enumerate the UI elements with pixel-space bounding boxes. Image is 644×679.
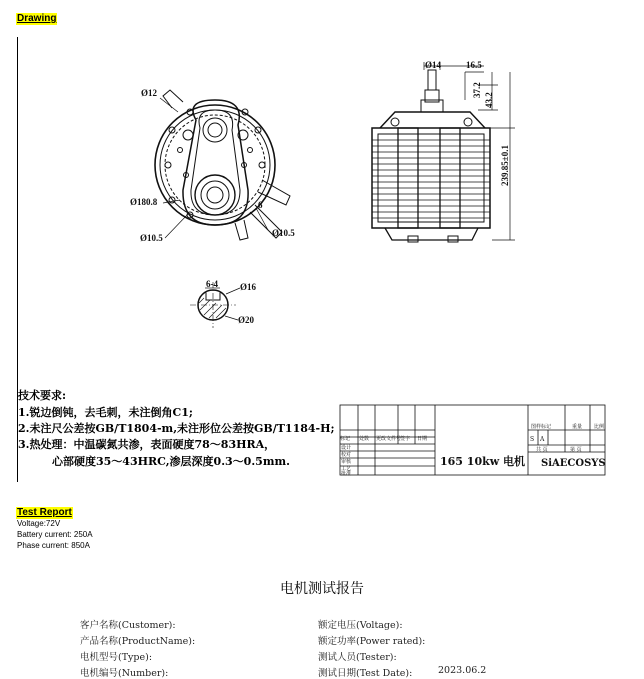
requirement-line-4: 心部硬度35～43HRC,渗层深度0.3～0.5mm. bbox=[52, 455, 290, 468]
tb-row-review: 审核 bbox=[341, 459, 352, 465]
tb-header-date: 日期 bbox=[417, 436, 428, 442]
tb-right-mark: 图样标记 bbox=[531, 424, 552, 430]
tb-header-sign: 签字 bbox=[400, 436, 411, 442]
tb-sheet-current: 第 页 bbox=[570, 447, 582, 453]
product-name-field: 产品名称(ProductName): bbox=[80, 636, 196, 647]
tb-right-weight: 重量 bbox=[572, 424, 583, 430]
motor-side-view bbox=[372, 62, 515, 242]
dim-w16-5: 16.5 bbox=[466, 60, 482, 70]
dim-d16: Ø16 bbox=[240, 282, 257, 292]
requirement-line-2: 2.未注尺公差按GB/T1804-m,未注形位公差按GB/T1184-H; bbox=[18, 422, 335, 435]
tb-row-approve: 批准 bbox=[341, 471, 352, 477]
dim-d10-5-right: Ø10.5 bbox=[272, 228, 295, 238]
tb-right-scale: 比例 bbox=[594, 424, 605, 430]
tester-field: 测试人员(Tester): bbox=[318, 652, 397, 663]
dim-d10-5-left: Ø10.5 bbox=[140, 233, 163, 243]
requirements-heading: 技术要求: bbox=[18, 389, 67, 402]
number-field: 电机编号(Number): bbox=[80, 668, 169, 679]
test-date-field: 测试日期(Test Date): bbox=[318, 668, 413, 679]
tb-part-name: 165 10kw 电机 bbox=[440, 455, 526, 468]
test-date-value: 2023.06.2 bbox=[438, 665, 487, 676]
voltage-text: Voltage:72V bbox=[17, 519, 61, 528]
dim-h37-2: 37.2 bbox=[472, 82, 482, 98]
report-title: 电机测试报告 bbox=[280, 581, 364, 597]
battery-current-text: Battery current: 250A bbox=[17, 530, 93, 539]
tb-sheets-total: 共 页 bbox=[536, 447, 548, 453]
tb-header-count: 处数 bbox=[359, 436, 370, 442]
requirement-line-1: 1.锐边倒钝，去毛刺，未注倒角C1; bbox=[18, 406, 193, 419]
dim-h43-2: 43.2 bbox=[484, 92, 494, 108]
tb-mark-a: A bbox=[540, 436, 545, 443]
tb-row-process: 工艺 bbox=[341, 466, 352, 472]
requirement-line-3: 3.热处理：中温碳氮共渗，表面硬度78～83HRA， bbox=[18, 438, 276, 451]
tb-row-design: 设计 bbox=[341, 445, 352, 451]
motor-front-view bbox=[155, 90, 290, 240]
tb-header-mark: 标记 bbox=[340, 436, 351, 442]
tb-header-doc: 更改文件号 bbox=[376, 436, 402, 442]
rated-voltage-field: 额定电压(Voltage): bbox=[318, 620, 403, 631]
customer-field: 客户名称(Customer): bbox=[80, 620, 176, 631]
drawing-label: Drawing bbox=[17, 13, 57, 24]
type-field: 电机型号(Type): bbox=[80, 652, 153, 663]
dim-h239-85: 239.85±0.1 bbox=[500, 145, 510, 186]
phase-current-text: Phase current: 850A bbox=[17, 541, 90, 550]
dim-r6: 6 bbox=[258, 200, 263, 210]
dim-d180-8: Ø180.8 bbox=[130, 197, 158, 207]
rated-power-field: 额定功率(Power rated): bbox=[318, 636, 426, 647]
dim-d20: Ø20 bbox=[238, 315, 255, 325]
tb-mark-s: S bbox=[530, 436, 535, 443]
tb-row-check: 校对 bbox=[341, 452, 352, 458]
dim-d12: Ø12 bbox=[141, 88, 158, 98]
tb-company: SiAECOSYS bbox=[541, 458, 606, 469]
test-report-label: Test Report bbox=[17, 507, 72, 518]
dim-key-6-4: 6-4 bbox=[206, 279, 218, 289]
dim-d14: Ø14 bbox=[425, 60, 442, 70]
